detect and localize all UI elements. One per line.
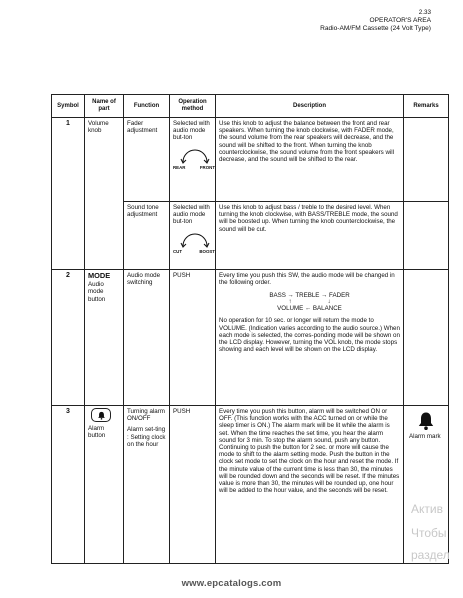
- table-row: [52, 270, 449, 406]
- footer-url: www.epcatalogs.com: [181, 578, 282, 589]
- description-cell: Use this knob to adjust the balance between the front and rear speakers. When turning the knob clockwise, with FADER mode, the sound volume from the rear speakers will decrease, and the sound will be shifted to the front. When turning the knob counterclockwise, the sound volume from the front speakers will decrease, and the sound will be shifted to the rear.: [216, 118, 404, 202]
- symbol-cell: 3: [52, 406, 85, 564]
- function-alarm-toggle: Turning alarm ON/OFF: [127, 408, 165, 423]
- part-name: Audio mode button: [88, 281, 106, 303]
- knob-right-label: FRONT: [199, 164, 215, 170]
- part-name-cell: [85, 406, 124, 564]
- operation-text: Selected with audio mode but-ton: [173, 204, 210, 226]
- mode-cycle-diagram: [219, 292, 400, 312]
- description-rest: No operation for 10 sec. or longer will return the mode to VOLUME. (Indication varies according to the audio source.) When each mode is selected, the corres-ponding mode will be shown on the LCD display. However, turning the VOL knob, the mode stops showing and each level will be shown on the LCD display.: [219, 317, 400, 354]
- arrow-down-icon: ↓: [327, 299, 331, 306]
- mode-cycle-top: BASS → TREBLE → FADER: [269, 292, 350, 300]
- knob-rotation-icon: [173, 143, 217, 165]
- knob-labels: [173, 165, 215, 170]
- col-symbol: Symbol: [52, 95, 85, 118]
- remarks-cell: [404, 202, 449, 270]
- description-cell: [216, 270, 404, 406]
- description-intro: Every time you push this SW, the audio mode will be changed in the following order.: [219, 272, 395, 287]
- subsection-title: Radio-AM/FM Cassette (24 Volt Type): [320, 25, 431, 32]
- function-alarm-setting: Alarm set-ting : Setting clock on the hour: [127, 426, 166, 448]
- col-remarks: Remarks: [404, 95, 449, 118]
- operation-cell: [170, 202, 216, 270]
- page-header: [320, 9, 431, 33]
- mode-title: MODE: [88, 271, 111, 280]
- arrow-up-icon: ↑: [288, 299, 292, 306]
- watermark-line: Чтобы: [411, 526, 447, 540]
- section-title: OPERATOR'S AREA: [369, 17, 431, 24]
- description-cell: Use this knob to adjust bass / treble to the desired level. When turning the knob clockwise, with BASS/TREBLE mode, the sound will be boosted up. When turning the knob counterclockwise, the sound will be cut.: [216, 202, 404, 270]
- spec-table: [51, 94, 449, 564]
- knob-left-label: REAR: [173, 164, 186, 170]
- remarks-cell: [404, 118, 449, 202]
- part-name: Alarm button: [88, 425, 106, 440]
- alarm-bell-icon: [417, 411, 435, 431]
- mode-cycle-bottom: VOLUME ← BALANCE: [277, 305, 342, 313]
- operation-cell: PUSH: [170, 406, 216, 564]
- table-row: [52, 406, 449, 564]
- part-name: Volume knob: [85, 118, 124, 270]
- symbol-cell: 1: [52, 118, 85, 270]
- bell-icon: [97, 411, 106, 420]
- page-number: 2.33: [418, 9, 431, 16]
- knob-labels: [173, 249, 215, 254]
- col-function: Function: [124, 95, 170, 118]
- operation-cell: [170, 118, 216, 202]
- operation-cell: PUSH: [170, 270, 216, 406]
- watermark-line: Актив: [411, 502, 443, 516]
- knob-rotation-icon: [173, 227, 217, 249]
- function-cell: Audio mode switching: [124, 270, 170, 406]
- alarm-button-icon: [91, 408, 111, 422]
- part-name-cell: [85, 270, 124, 406]
- description-cell: Every time you push this button, alarm will be switched ON or OFF. (This function works with the ACC turned on or while the sleep timer is ON.) The alarm mark will be lit while the alarm is set. When the time reaches the set time, you hear the alarm sound for 3 min. To stop the alarm sound, push any button. Continuing to push the button for 2 sec. or more will cause the mode to shift to the alarm setting mode. Push the button in the clock set mode to set the clock on the hour and reset the mode. If the minute value of the current time is less than 30, the minutes will be rounded down and the seconds will be reset. If the minutes value is more than 30, the minutes will be rounded up, one hour will be added to the hour value, and the seconds will be reset.: [216, 406, 404, 564]
- remarks-text: Alarm mark: [409, 433, 441, 440]
- function-cell: Sound tone adjustment: [124, 202, 170, 270]
- symbol-cell: 2: [52, 270, 85, 406]
- watermark-line: раздел: [411, 548, 450, 562]
- col-operation: Operation method: [170, 95, 216, 118]
- knob-right-label: BOOST: [199, 248, 215, 254]
- function-cell: [124, 406, 170, 564]
- table-header-row: [52, 95, 449, 118]
- table-row: [52, 118, 449, 202]
- knob-left-label: CUT: [173, 248, 183, 254]
- operation-text: Selected with audio mode but-ton: [173, 120, 210, 142]
- remarks-cell: [404, 270, 449, 406]
- function-cell: Fader adjustment: [124, 118, 170, 202]
- col-description: Description: [216, 95, 404, 118]
- col-name: Name of part: [85, 95, 124, 118]
